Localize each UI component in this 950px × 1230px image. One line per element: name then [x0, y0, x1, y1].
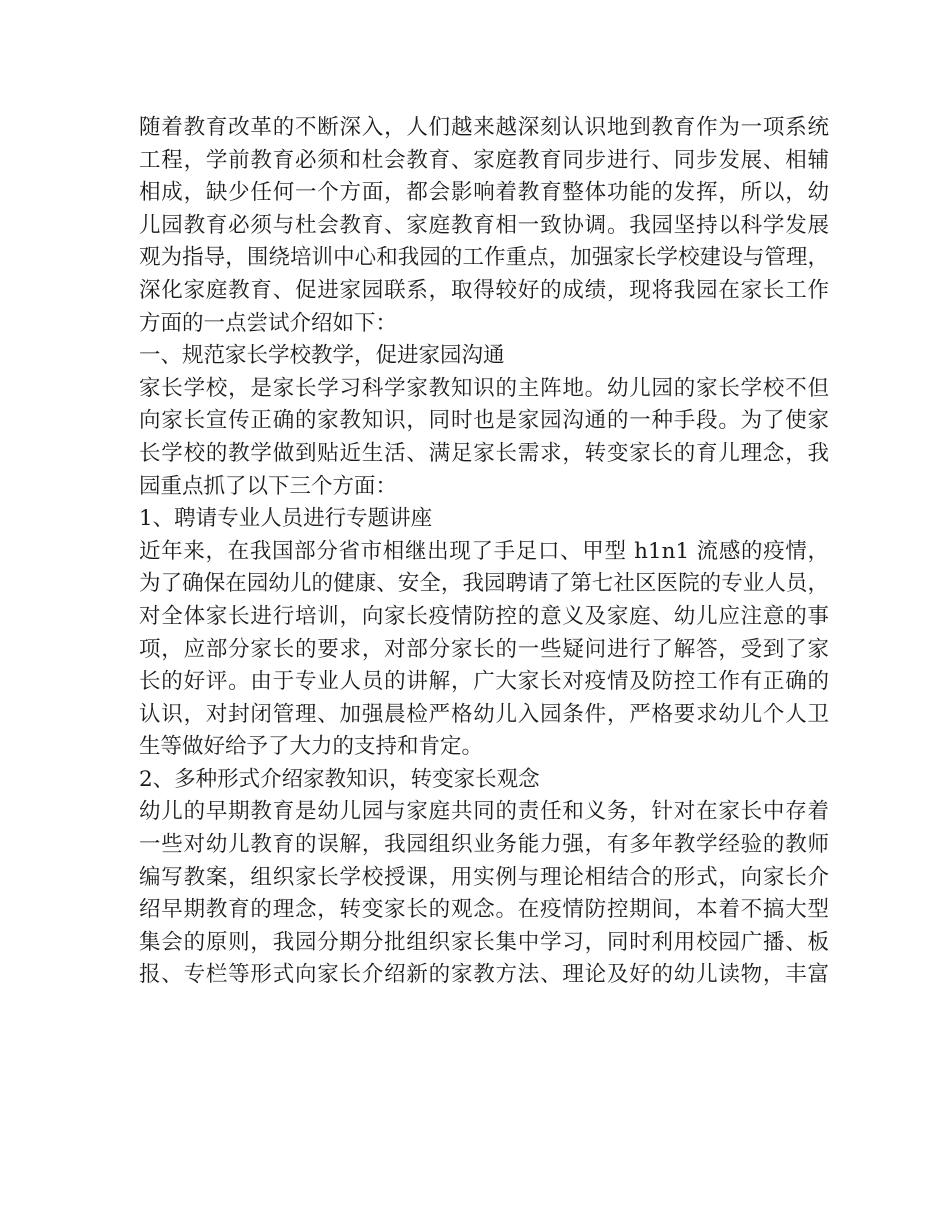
text-line: 编写教案，组织家长学校授课，用实例与理论相结合的形式，向家长介: [139, 864, 829, 890]
text-line: 绍早期教育的理念，转变家长的观念。在疫情防控期间，本着不搞大型: [139, 897, 829, 923]
text-line: 园重点抓了以下三个方面：: [139, 473, 398, 499]
text-line: 报、专栏等形式向家长介绍新的家教方法、理论及好的幼儿读物，丰富: [139, 962, 829, 988]
text-line: 生等做好给予了大力的支持和肯定。: [139, 734, 484, 760]
text-line: 相成，缺少任何一个方面，都会影响着教育整体功能的发挥，所以，幼: [139, 180, 829, 206]
text-line: 项，应部分家长的要求，对部分家长的一些疑问进行了解答，受到了家: [139, 636, 829, 662]
text-line: 儿园教育必须与杜会教育、家庭教育相一致协调。我园坚持以科学发展: [139, 212, 829, 238]
text-line: 一、规范家长学校教学，促进家园沟通: [139, 343, 505, 369]
text-line: 为了确保在园幼儿的健康、安全，我园聘请了第七社区医院的专业人员，: [139, 571, 829, 597]
text-line: 随着教育改革的不断深入，人们越来越深刻认识地到教育作为一项系统: [139, 115, 829, 140]
text-line: 1、聘请专业人员进行专题讲座: [139, 506, 433, 532]
text-line: 观为指导，围绕培训中心和我园的工作重点，加强家长学校建设与管理，: [139, 245, 829, 271]
text-line: 认识，对封闭管理、加强晨检严格幼儿入园条件，严格要求幼儿个人卫: [139, 701, 829, 727]
text-line: 近年来，在我国部分省市相继出现了手足口、甲型 h1n1 流感的疫情，: [139, 538, 829, 564]
text-line: 深化家庭教育、促进家园联系，取得较好的成绩，现将我园在家长工作: [139, 277, 829, 303]
text-line: 幼儿的早期教育是幼儿园与家庭共同的责任和义务，针对在家长中存着: [139, 799, 829, 825]
text-line: 集会的原则，我园分期分批组织家长集中学习，同时利用校园广播、板: [139, 929, 829, 955]
text-line: 家长学校，是家长学习科学家教知识的主阵地。幼儿园的家长学校不但: [139, 375, 829, 401]
text-line: 对全体家长进行培训，向家长疫情防控的意义及家庭、幼儿应注意的事: [139, 603, 829, 629]
text-line: 工程，学前教育必须和杜会教育、家庭教育同步进行、同步发展、相辅: [139, 147, 829, 173]
document-body: [139, 112, 829, 992]
text-line: 2、多种形式介绍家教知识，转变家长观念: [139, 766, 540, 792]
text-line: 一些对幼儿教育的误解，我园组织业务能力强，有多年教学经验的教师: [139, 832, 829, 858]
text-line: 方面的一点尝试介绍如下：: [139, 310, 398, 336]
text-line: 长学校的教学做到贴近生活、满足家长需求，转变家长的育儿理念，我: [139, 440, 829, 466]
text-line: 向家长宣传正确的家教知识，同时也是家园沟通的一种手段。为了使家: [139, 408, 829, 434]
text-line: 长的好评。由于专业人员的讲解，广大家长对疫情及防控工作有正确的: [139, 669, 829, 695]
